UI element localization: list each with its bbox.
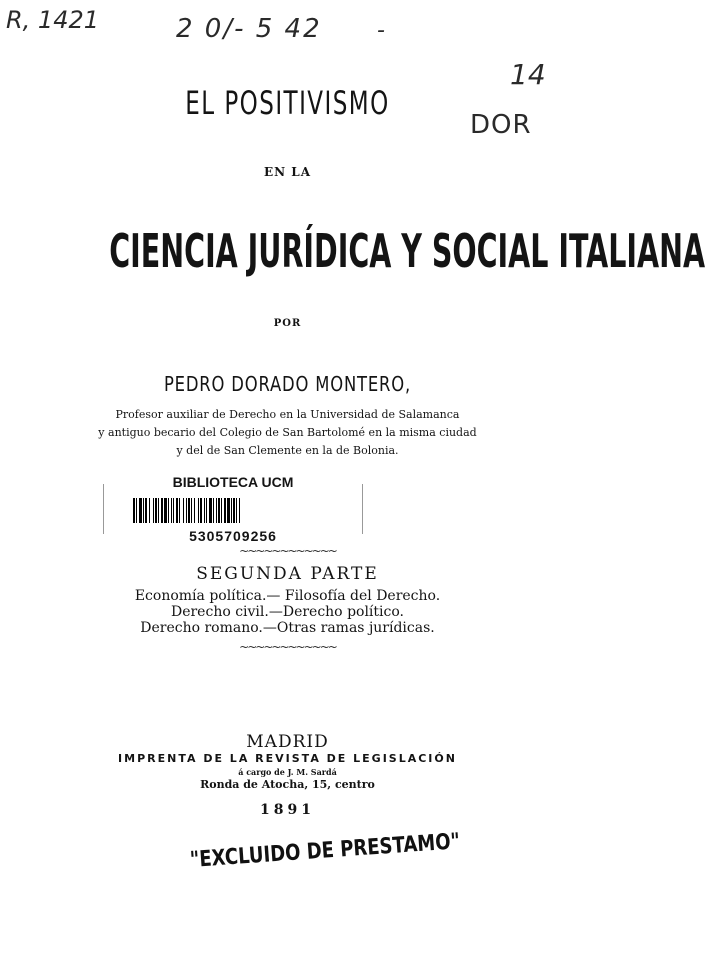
handwritten-dash: - (377, 18, 385, 43)
barcode-image (133, 498, 335, 523)
byline-por: POR (273, 318, 302, 329)
handwritten-shelfmark: R, 1421 (6, 6, 100, 34)
imprint-address: Ronda de Atocha, 15, centro (200, 778, 375, 791)
title-line-1: EL POSITIVISMO (185, 84, 390, 122)
library-barcode-label (103, 470, 363, 550)
contents-line-1: Economía política.— Filosofía del Derecho. (134, 588, 441, 604)
imprint-year: 1891 (260, 802, 315, 818)
author-affiliation-line-2: y antiguo becario del Colegio de San Bartolomé en la misma ciudad (98, 426, 477, 439)
library-name: BIBLIOTECA UCM (172, 474, 294, 490)
author-affiliation-line-3: y del de San Clemente en la de Bolonia. (176, 444, 399, 457)
title-line-3: CIENCIA JURÍDICA Y SOCIAL ITALIANA (109, 224, 705, 278)
handwritten-author-code: DOR (470, 110, 532, 140)
author-affiliation-line-1: Profesor auxiliar de Derecho en la Universidad de Salamanca (115, 408, 460, 421)
ornament-top: ~~~~~~~~~~~~ (239, 544, 336, 558)
title-line-2: EN LA (263, 165, 312, 179)
imprint-care-of: á cargo de J. M. Sardá (238, 767, 337, 777)
imprint-city: MADRID (246, 732, 329, 752)
barcode-number: 5305709256 (189, 528, 277, 544)
loan-exclusion-stamp: "EXCLUIDO DE PRESTAMO" (189, 829, 461, 873)
imprint-printer: IMPRENTA DE LA REVISTA DE LEGISLACIÓN (118, 752, 457, 765)
author-name: PEDRO DORADO MONTERO, (163, 372, 412, 396)
contents-line-3: Derecho romano.—Otras ramas jurídicas. (140, 620, 435, 636)
handwritten-catalog-number: 2 0/- 5 42 (176, 14, 322, 44)
ornament-bottom: ~~~~~~~~~~~~ (239, 640, 336, 654)
handwritten-number: 14 (510, 58, 546, 91)
contents-line-2: Derecho civil.—Derecho político. (170, 604, 404, 620)
part-heading: SEGUNDA PARTE (196, 564, 379, 584)
